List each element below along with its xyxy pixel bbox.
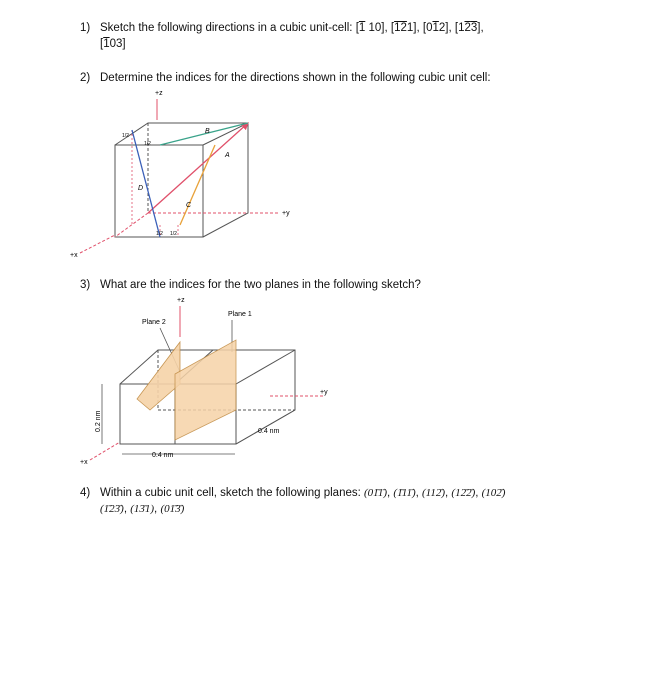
plane-list-1-item-3: (112̄) [422,487,446,499]
unit-cell-directions-figure [60,85,320,265]
question-3-number: 3) [80,279,91,291]
half-label-2: 1/2 [144,141,151,147]
plane-list-2-item-2: (13̄1) [130,503,155,515]
question-1-number: 1) [80,22,91,34]
half-label-3: 1/2 [156,231,163,237]
half-label-4: 1/2 [170,231,177,237]
question-2-number: 2) [80,72,91,84]
two-planes-figure [70,292,350,472]
half-label-1: 1/2 [122,133,129,139]
dim-z-label: 0.2 nm [95,410,102,432]
label-b: B [205,128,210,135]
question-2 [80,70,620,86]
question-3-text: What are the indices for the two planes in the following sketch? [100,279,421,291]
plane-2-label: Plane 2 [142,319,166,326]
plane-list-2-item-1: (1̄23̄) [100,503,124,515]
plane-1 [175,340,236,440]
axis-y-label: +y [282,210,290,217]
plane-list-1-item-4: (12̄2̄) [451,487,476,499]
plane-list-1-item-2: (1̄11̄) [393,487,416,499]
axis-x-label: +x [80,459,88,466]
plane-list-1-item-5: (102̄) [481,487,506,499]
label-c: C [186,202,192,209]
question-2-text: Determine the indices for the directions shown in the following cubic unit cell: [100,72,491,84]
axis-z-label: +z [155,90,163,97]
plane-1-label: Plane 1 [228,311,252,318]
direction-a [148,123,248,213]
plane-list-1-item-1: (01̄1̄) [364,487,388,499]
question-1-text: Sketch the following directions in a cubic unit-cell: [100,22,353,34]
dim-y-label: 0.4 nm [258,428,280,435]
label-a: A [225,152,230,159]
label-d: D [138,185,144,192]
question-1: 1) Sketch the following directions in a cubic unit-cell: [1 10], [121], [012], [123], [103] [80,22,484,50]
question-4: 4) Within a cubic unit cell, sketch the following planes: (01̄1̄), (1̄11̄), (112̄), (12̄2̄), (102̄) (1̄23̄), (13̄1), (01̄3̄) [80,487,506,515]
question-4-text: Within a cubic unit cell, sketch the following planes: [100,487,361,499]
axis-x-label: +x [70,252,78,259]
question-3 [80,277,620,293]
axis-y-label: +y [320,389,328,396]
dim-x-label: 0.4 nm [152,452,174,459]
plane-list-2-item-3: (01̄3̄) [160,503,185,515]
question-4-number: 4) [80,487,91,499]
direction-b [160,123,248,145]
axis-z-label: +z [177,297,185,304]
